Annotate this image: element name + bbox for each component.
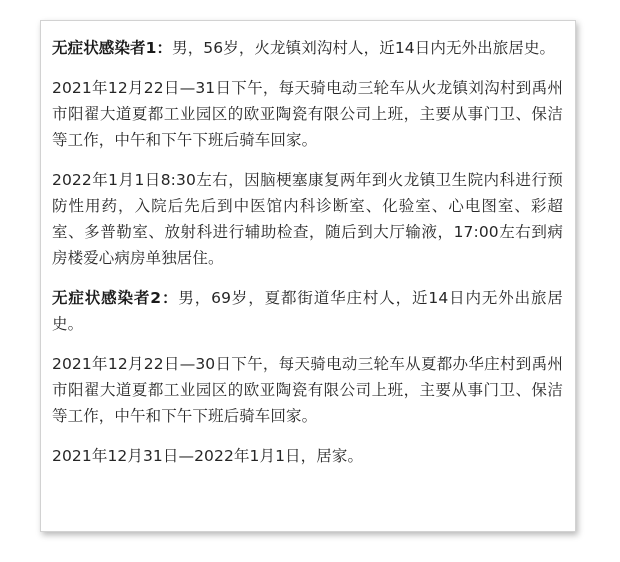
case1-paragraph-1: 2021年12月22日—31日下午，每天骑电动三轮车从火龙镇刘沟村到禹州市阳翟大道夏都工业园区的欧亚陶瓷有限公司上班，主要从事门卫、保洁等工作，中午和下午下班后骑车回家。 [52, 79, 563, 149]
case1-intro-text: 男，56岁，火龙镇刘沟村人，近14日内无外出旅居史。 [172, 39, 556, 57]
case2-intro-paragraph [52, 285, 563, 337]
case1-label: 无症状感染者1： [52, 39, 173, 57]
case1-paragraph-2: 2022年1月1日8:30左右，因脑梗塞康复两年到火龙镇卫生院内科进行预防性用药，入院后先后到中医馆内科诊断室、化验室、心电图室、彩超室、多普勒室、放射科进行辅助检查，随后到大厅输液，17:00左右到病房楼爱心病房单独居住。 [52, 171, 563, 267]
case2-paragraph-2: 2021年12月31日—2022年1月1日，居家。 [52, 447, 364, 465]
case2-label: 无症状感染者2： [52, 289, 179, 307]
case1-intro-paragraph [52, 35, 563, 61]
case2-intro-text: 男，69岁，夏都街道华庄村人，近14日内无外出旅居史。 [52, 289, 563, 333]
case2-paragraph-1: 2021年12月22日—30日下午，每天骑电动三轮车从夏都办华庄村到禹州市阳翟大道夏都工业园区的欧亚陶瓷有限公司上班，主要从事门卫、保洁等工作，中午和下午下班后骑车回家。 [52, 355, 563, 425]
announcement-card [40, 20, 576, 532]
